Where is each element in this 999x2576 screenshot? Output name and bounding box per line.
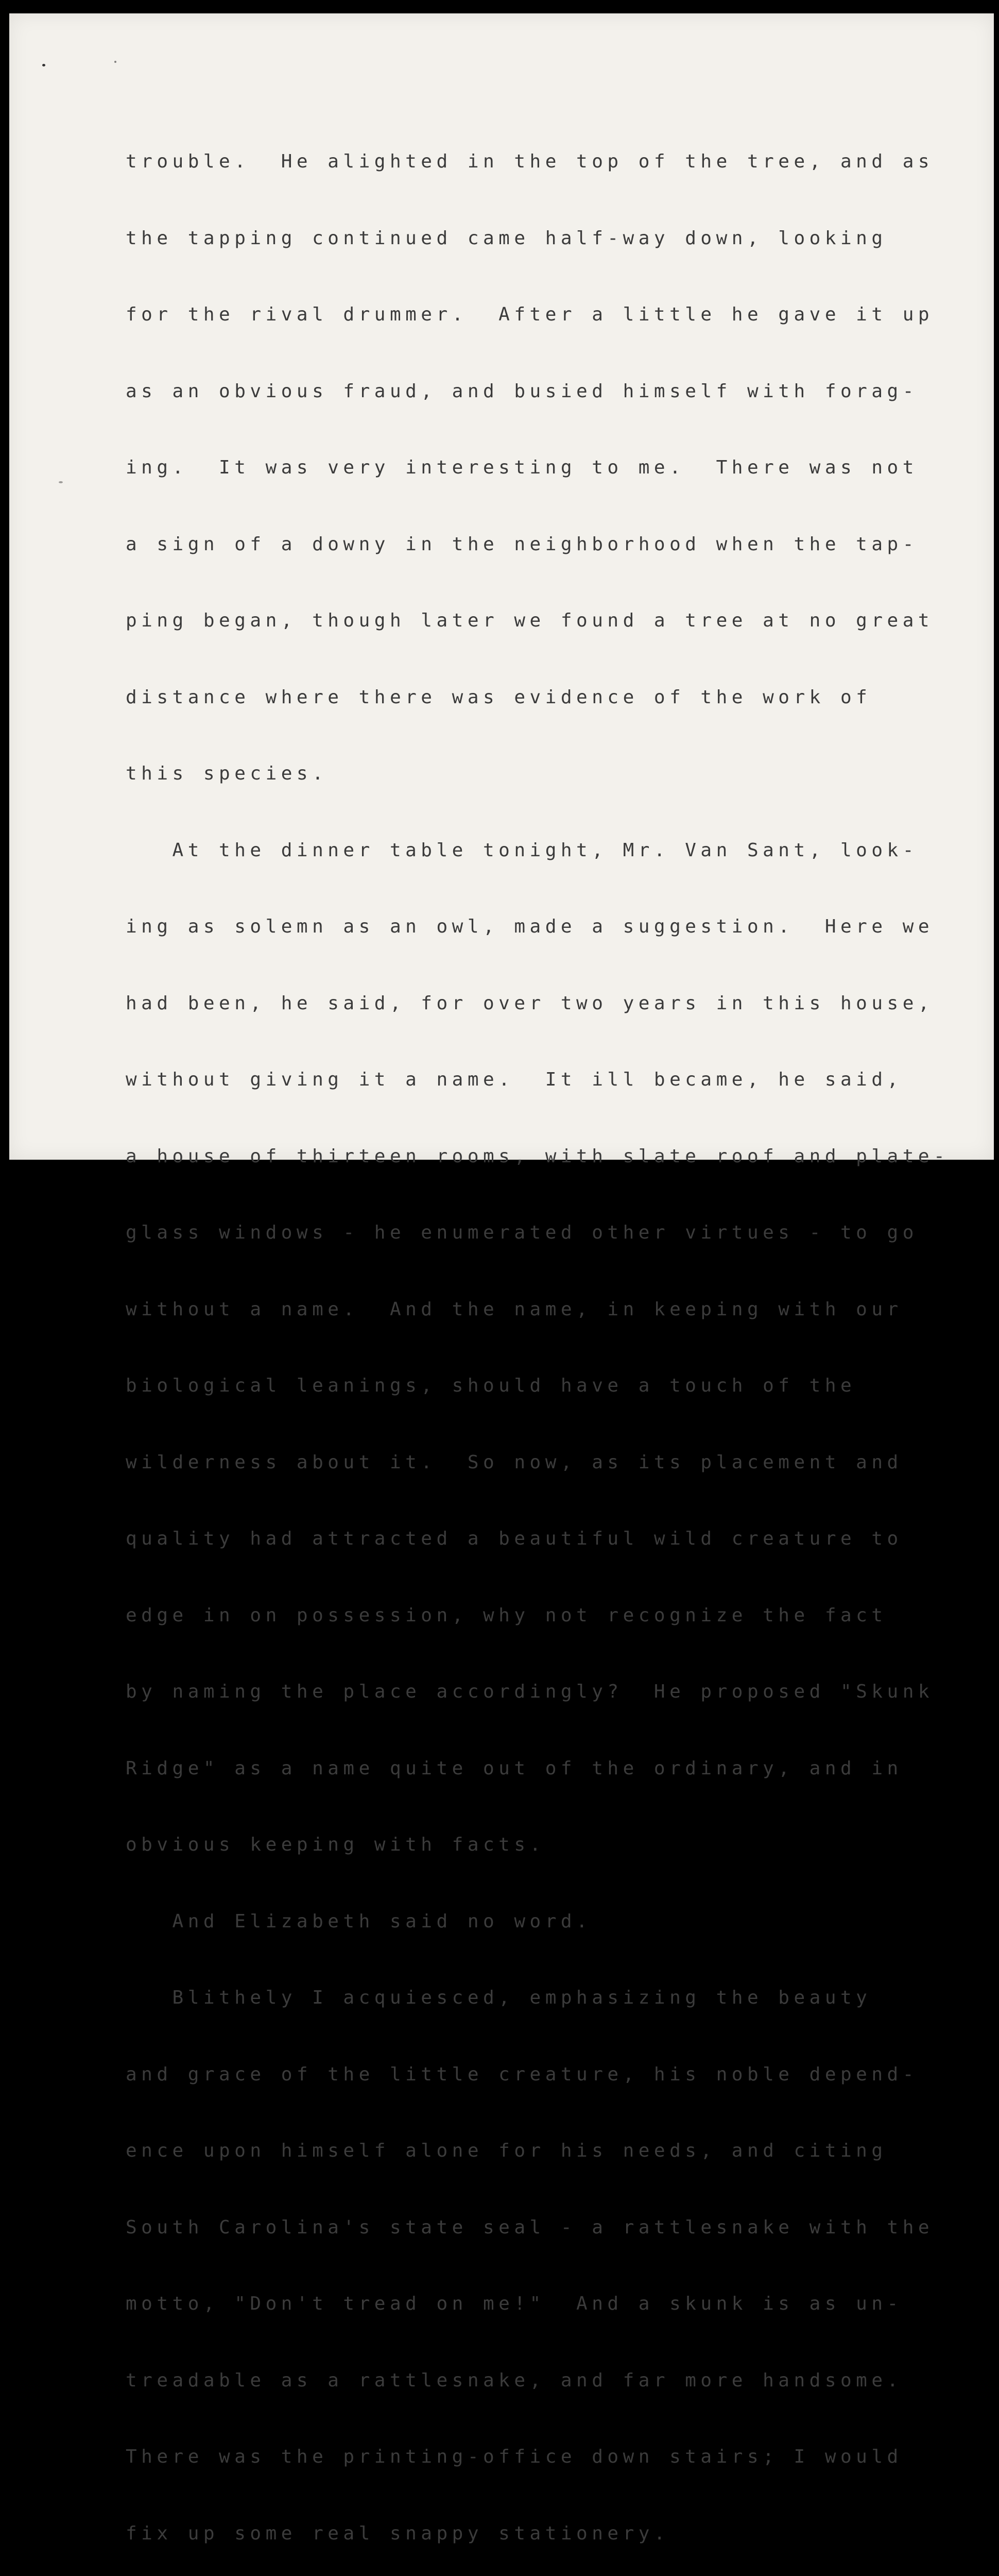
text-line: for the rival drummer. After a little he gave it up: [126, 304, 934, 325]
text-line: fix up some real snappy stationery.: [126, 2522, 670, 2544]
text-line: ping began, though later we found a tree at no great: [126, 610, 934, 631]
ink-speck: [114, 61, 116, 63]
text-line: had been, he said, for over two years in this house,: [126, 992, 934, 1014]
text-line: South Carolina's state seal - a rattlesnake with the: [126, 2216, 934, 2238]
ink-speck: [59, 481, 63, 483]
text-line: and grace of the little creature, his noble depend-: [126, 2063, 918, 2085]
text-line: by naming the place accordingly? He proposed "Skunk: [126, 1681, 934, 1702]
text-line: biological leanings, should have a touch of the: [126, 1375, 856, 1396]
text-line: the tapping continued came half-way down, looking: [126, 227, 887, 249]
ink-speck: [42, 64, 45, 66]
text-line: Ridge" as a name quite out of the ordinary, and in: [126, 1757, 903, 1779]
text-line: a house of thirteen rooms, with slate roof and plate-: [126, 1145, 950, 1167]
text-line: distance where there was evidence of the work of: [126, 686, 872, 708]
text-line: without giving it a name. It ill became, he said,: [126, 1069, 903, 1090]
text-line: treadable as a rattlesnake, and far more handsome.: [126, 2369, 903, 2391]
text-line: obvious keeping with facts.: [126, 1834, 545, 1855]
text-line: without a name. And the name, in keeping with our: [126, 1298, 903, 1320]
text-line: wilderness about it. So now, as its placement and: [126, 1451, 903, 1473]
text-line: glass windows - he enumerated other virtues - to go: [126, 1222, 918, 1243]
text-line: quality had attracted a beautiful wild creature to: [126, 1528, 903, 1549]
text-line: At the dinner table tonight, Mr. Van Sant, look-: [126, 839, 918, 861]
text-line: motto, "Don't tread on me!" And a skunk is as un-: [126, 2293, 903, 2314]
text-line: There was the printing-office down stairs; I would: [126, 2446, 903, 2467]
text-line: edge in on possession, why not recognize the fact: [126, 1604, 887, 1626]
text-line: And Elizabeth said no word.: [126, 1910, 592, 1932]
typed-text-block: [126, 98, 975, 2544]
text-line: ing as solemn as an owl, made a suggestion. Here we: [126, 916, 934, 937]
text-line: a sign of a downy in the neighborhood when the tap-: [126, 533, 918, 555]
text-line: ence upon himself alone for his needs, and citing: [126, 2140, 887, 2161]
text-line: as an obvious fraud, and busied himself with forag-: [126, 380, 918, 402]
text-line: trouble. He alighted in the top of the tree, and as: [126, 151, 934, 172]
text-line: ing. It was very interesting to me. There was not: [126, 457, 918, 478]
text-line: this species.: [126, 763, 328, 784]
text-line: Blithely I acquiesced, emphasizing the beauty: [126, 1987, 872, 2008]
